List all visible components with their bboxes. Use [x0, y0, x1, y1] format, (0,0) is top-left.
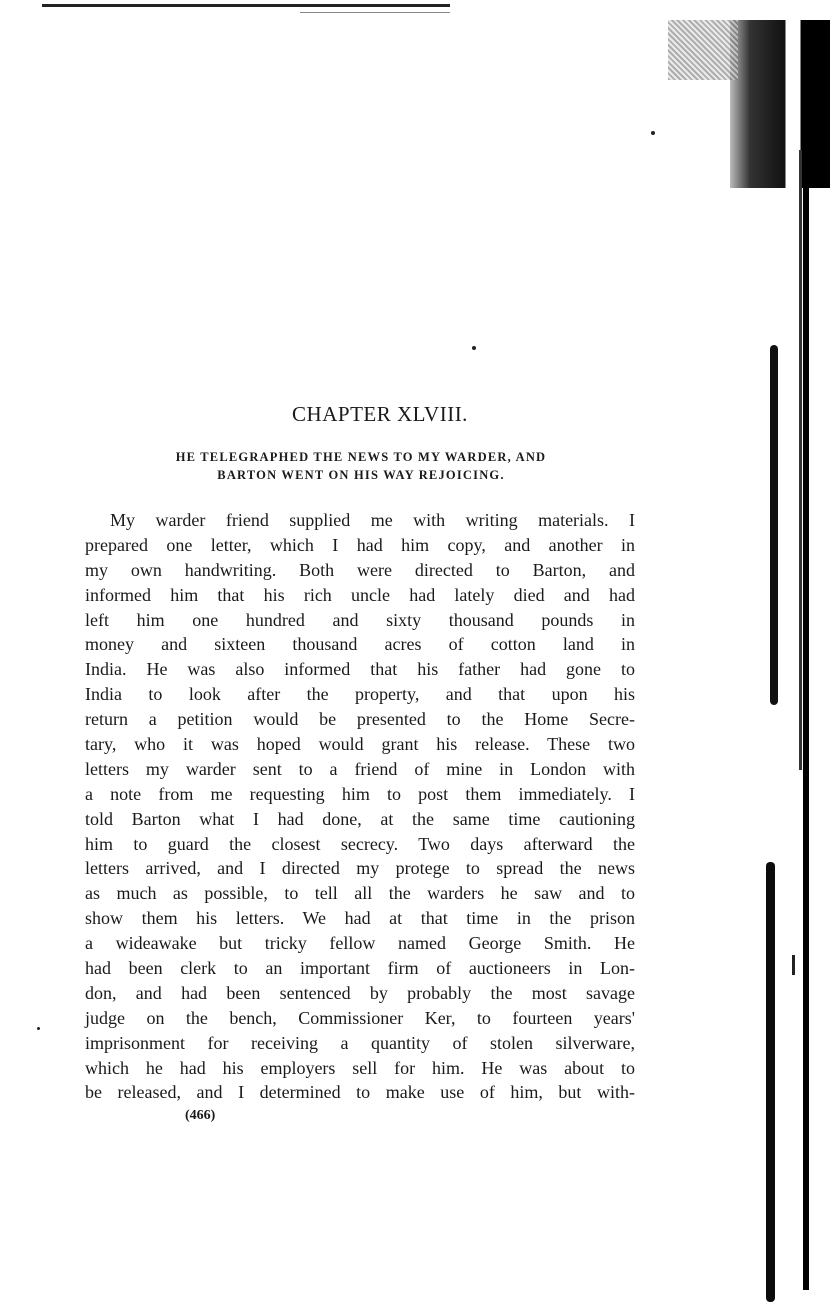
scan-edge-bar — [766, 862, 775, 1302]
scan-speck — [651, 131, 655, 135]
binding-rule-faint — [300, 12, 450, 13]
text-line: My warder friend supplied me with writing materials. I — [110, 510, 635, 530]
text-line: informed him that his rich uncle had lately died and had — [85, 584, 635, 605]
binding-rule — [42, 4, 450, 7]
scan-speck — [37, 1027, 40, 1030]
scan-edge-line — [803, 20, 809, 1290]
body-paragraph — [85, 508, 635, 1105]
text-line: show them his letters. We had at that time in the prison — [85, 908, 635, 929]
scan-edge-mark — [792, 955, 795, 975]
text-line: tary, who it was hoped would grant his release. These two — [85, 734, 635, 755]
chapter-subtitle — [87, 448, 635, 484]
chapter-title: CHAPTER XLVIII. — [292, 402, 468, 426]
scan-speckle — [668, 20, 738, 80]
text-line: a wideawake but tricky fellow named George Smith. He — [85, 933, 635, 954]
text-line: India to look after the property, and that upon his — [85, 684, 635, 705]
scan-edge-bar — [770, 345, 778, 705]
text-line: money and sixteen thousand acres of cotton land in — [85, 634, 635, 655]
scan-speck — [472, 346, 476, 350]
text-line: my own handwriting. Both were directed to Barton, and — [85, 559, 635, 580]
text-line: told Barton what I had done, at the same time cautioning — [85, 808, 635, 829]
text-line: imprisonment for receiving a quantity of stolen silverware, — [85, 1032, 635, 1053]
subtitle-line: HE TELEGRAPHED THE NEWS TO MY WARDER, AND — [175, 450, 547, 464]
page-number: (466) — [185, 1108, 216, 1123]
text-line: a note from me requesting him to post them immediately. I — [85, 783, 635, 804]
text-line: judge on the bench, Commissioner Ker, to fourteen years' — [85, 1007, 635, 1028]
text-line: had been clerk to an important firm of auctioneers in Lon- — [85, 958, 635, 979]
text-line: letters arrived, and I directed my protege to spread the news — [85, 858, 635, 879]
text-line: letters my warder sent to a friend of mine in London with — [85, 758, 635, 779]
text-line: prepared one letter, which I had him copy, and another in — [85, 534, 635, 555]
text-line: India. He was also informed that his father had gone to — [85, 659, 635, 680]
text-line: don, and had been sentenced by probably the most savage — [85, 982, 635, 1003]
scan-edge-shadow — [730, 20, 830, 188]
text-line: return a petition would be presented to the Home Secre- — [85, 709, 635, 730]
text-line: him to guard the closest secrecy. Two days afterward the — [85, 833, 635, 854]
text-line: left him one hundred and sixty thousand pounds in — [85, 609, 635, 630]
scan-edge-line-inner — [799, 150, 802, 770]
text-line: which he had his employers sell for him. He was about to — [85, 1057, 635, 1078]
text-line: as much as possible, to tell all the warders he saw and to — [85, 883, 635, 904]
subtitle-line: BARTON WENT ON HIS WAY REJOICING. — [217, 468, 505, 482]
text-line: be released, and I determined to make use of him, but with- — [85, 1082, 635, 1103]
